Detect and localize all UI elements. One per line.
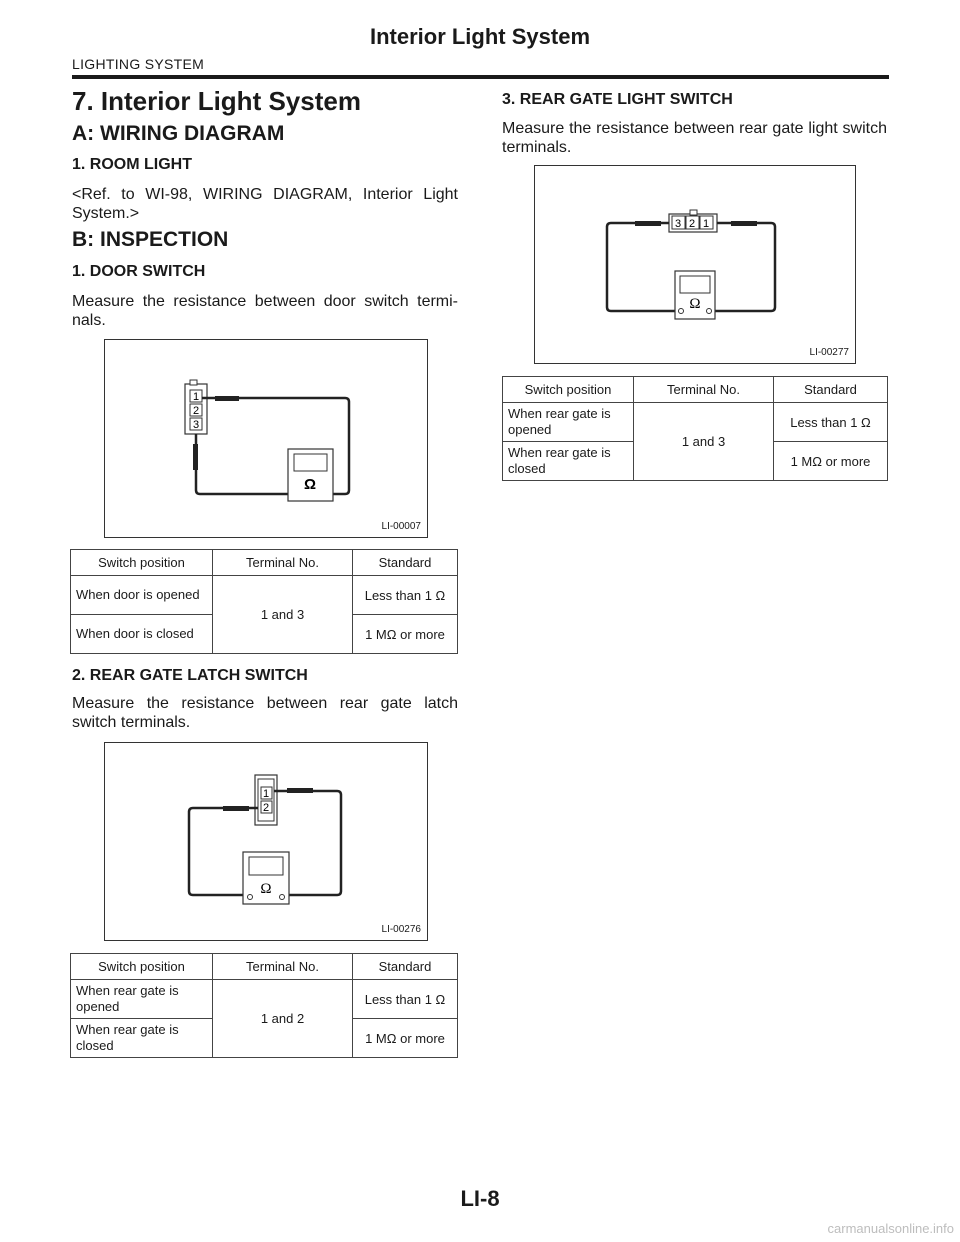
standard-value: 1 MΩ or more <box>774 442 888 481</box>
gate-probe-3 <box>635 221 661 226</box>
figure-id: LI-00277 <box>809 347 849 358</box>
standard-value: 1 MΩ or more <box>353 1019 458 1058</box>
col-terminal-no: Terminal No. <box>634 377 774 403</box>
door-switch-table <box>70 549 458 654</box>
switch-position: When door is opened <box>71 576 213 615</box>
gate-light-switch-text: Measure the resistance between rear gate light switch terminals. <box>502 120 887 156</box>
switch-position: When rear gate is opened <box>71 980 213 1019</box>
door-probe-1 <box>215 396 239 401</box>
header-rule <box>72 75 889 79</box>
switch-position: When rear gate is opened <box>503 403 634 442</box>
gate-terminal-2: 2 <box>688 218 696 230</box>
ohm-symbol: Ω <box>689 296 701 312</box>
col-switch-position: Switch position <box>71 954 213 980</box>
figure-id: LI-00276 <box>381 924 421 935</box>
table-row <box>71 980 458 1019</box>
latch-probe-2 <box>223 806 249 811</box>
door-terminal-3: 3 <box>192 419 200 431</box>
latch-switch-heading: 2. REAR GATE LATCH SWITCH <box>72 667 308 684</box>
col-standard: Standard <box>353 550 458 576</box>
gate-terminal-3: 3 <box>674 218 682 230</box>
gate-light-switch-table <box>502 376 888 481</box>
standard-value: 1 MΩ or more <box>353 615 458 654</box>
col-standard: Standard <box>774 377 888 403</box>
col-switch-position: Switch position <box>71 550 213 576</box>
gate-terminal-1: 1 <box>702 218 710 230</box>
door-probe-3 <box>193 444 198 470</box>
inspection-heading: B: INSPECTION <box>72 228 229 251</box>
gate-light-switch-heading: 3. REAR GATE LIGHT SWITCH <box>502 91 733 108</box>
switch-position: When door is closed <box>71 615 213 654</box>
watermark: carmanualsonline.info <box>827 1221 954 1236</box>
door-terminal-2: 2 <box>192 405 200 417</box>
standard-value: Less than 1 Ω <box>774 403 888 442</box>
figure-id: LI-00007 <box>381 521 421 532</box>
page-title: Interior Light System <box>369 24 591 49</box>
door-switch-figure <box>104 339 428 538</box>
gate-light-switch-figure <box>534 165 856 364</box>
page-number: LI-8 <box>460 1186 500 1211</box>
room-light-heading: 1. ROOM LIGHT <box>72 156 192 173</box>
latch-switch-text: Measure the resistance between rear gate latch switch terminals. <box>72 695 458 731</box>
table-row <box>71 576 458 615</box>
ohm-symbol: Ω <box>303 476 317 493</box>
latch-switch-figure <box>104 742 428 941</box>
door-switch-diagram <box>105 340 427 537</box>
standard-value: Less than 1 Ω <box>353 576 458 615</box>
door-terminal-1: 1 <box>192 391 200 403</box>
section-name: LIGHTING SYSTEM <box>72 56 205 72</box>
switch-position: When rear gate is closed <box>71 1019 213 1058</box>
latch-terminal-1: 1 <box>262 788 270 800</box>
gate-light-switch-diagram <box>535 166 855 363</box>
switch-position: When rear gate is closed <box>503 442 634 481</box>
chapter-heading: 7. Interior Light System <box>72 86 361 116</box>
terminal-no: 1 and 3 <box>213 576 353 654</box>
terminal-no: 1 and 3 <box>634 403 774 481</box>
wiring-diagram-heading: A: WIRING DIAGRAM <box>72 122 285 145</box>
gate-probe-1 <box>731 221 757 226</box>
col-terminal-no: Terminal No. <box>213 550 353 576</box>
standard-value: Less than 1 Ω <box>353 980 458 1019</box>
col-switch-position: Switch position <box>503 377 634 403</box>
latch-probe-1 <box>287 788 313 793</box>
latch-switch-table <box>70 953 458 1058</box>
ohm-symbol: Ω <box>260 881 272 897</box>
col-terminal-no: Terminal No. <box>213 954 353 980</box>
latch-terminal-2: 2 <box>262 802 270 814</box>
room-light-reference: <Ref. to WI-98, WIRING DIAGRAM, Interior Light System.> <box>72 186 458 222</box>
table-row <box>503 403 888 442</box>
col-standard: Standard <box>353 954 458 980</box>
door-switch-heading: 1. DOOR SWITCH <box>72 263 206 280</box>
door-switch-text: Measure the resistance between door switch termi-nals. <box>72 293 458 329</box>
terminal-no: 1 and 2 <box>213 980 353 1058</box>
latch-switch-diagram <box>105 743 427 940</box>
